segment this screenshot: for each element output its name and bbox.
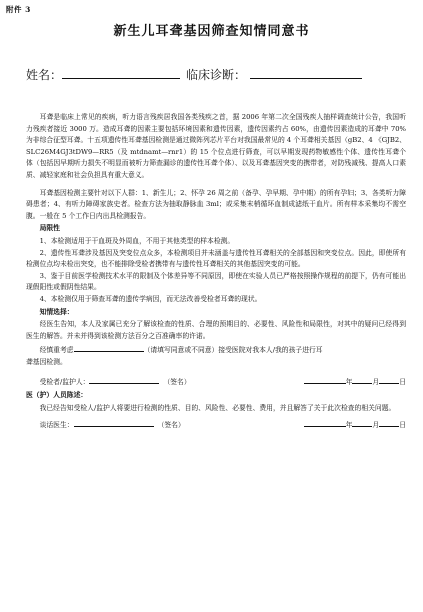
diagnosis-label: 临床诊断： xyxy=(186,68,247,82)
consent-paragraph: 经医生告知，本人及家属已充分了解该检查的性质、合理的预期目的、必要性、风险性和局限性，对其中的疑问已经得到医生的解答。并未并得到该检测方法百分之百准确率的许诺。 xyxy=(26,320,406,340)
signer-day-field[interactable] xyxy=(379,374,399,384)
annex-label: 附件 3 xyxy=(6,5,31,14)
doctor-year-field[interactable] xyxy=(304,417,346,427)
patient-info-row xyxy=(26,66,406,83)
doctor-signature-field[interactable] xyxy=(74,417,154,427)
name-label: 姓名： xyxy=(26,68,63,82)
limitation-item: 2、遗传性耳聋涉及基因及突变位点众多，本检测项目并未涵盖与遗传性耳聋相关的全部基因和突变位点。因此，即使所有检测位点均未检出突变，也不能排除受检者携带有与遗传性耳聋相关的其他基因突变的可能。 xyxy=(26,248,406,269)
staff-paragraph: 我已经告知受检人/监护人将要进行检测的性质、目的、风险性、必要性、费用，并且解答了关于此次检查的相关问题。 xyxy=(39,403,396,412)
consent-decision-field[interactable] xyxy=(74,342,144,352)
limitations-heading: 局限性 xyxy=(39,224,60,233)
form-body xyxy=(26,112,406,432)
limitation-item: 4、本检测仅用于筛查耳聋的遗传学病因，而无法改善受检者耳聋的现状。 xyxy=(39,294,262,303)
page-title: 新生儿耳聋基因筛查知情同意书 xyxy=(113,24,310,39)
signer-year-field[interactable] xyxy=(304,374,346,384)
signer-row: 受检者/监护人： （签名） 年 月 日 xyxy=(26,374,406,389)
consent-decision-line: 经慎重考虑 （请填写同意或不同意）接受医院对我本人/我的孩子进行耳 xyxy=(26,342,406,357)
doctor-row: 谈话医生： （签名） 年 月 日 xyxy=(26,417,406,432)
name-field[interactable] xyxy=(62,66,180,79)
intro-paragraph-2: 耳聋基因检测主要针对以下人群：1、新生儿；2、怀孕 26 周之前（备孕、孕早期、孕中期）的所有孕妇；3、各类听力障碍患者；4、有听力障碍家族史者。检查方法为抽取静脉血 3ml；或采集末梢循环血制成滤纸干血片。所有样本采集均不需空腹。一般在 5 个工作日内出具检测报告。 xyxy=(26,188,406,220)
signer-signature-field[interactable] xyxy=(89,374,159,384)
intro-paragraph-1: 耳聋是临床上常见的疾病，听力语言残疾居我国各类残疾之首，据 2006 年第二次全国残疾人抽样调查统计公告，我国听力残疾者接近 3000 万。造成耳聋的因素主要包括环境因素和遗传因素，遗传因素约占 60%，由遗传因素造成的耳聋中 70%为非综合征型耳聋。十五项遗传性耳聋基因检测是通过微阵列芯片平台对我国最常见的 4 个耳聋相关基因（gB2、4 《GJB2、SLC26M4GJ3tDW9—RR5（及 mtdnamt—rnr1）的 15 个位点进行筛查，可以早期发现药物敏感性个体、遗传性耳聋个体（包括因早期听力损失不明显而被听力筛查漏诊的遗传性耳聋个体）、以及耳聋基因突变的携带者，对防残减残、提高人口素质、减轻家庭和社会负担具有重大意义。 xyxy=(26,113,406,179)
limitation-item: 1、本检测适用于干血斑及外周血，不用于其他类型的样本检测。 xyxy=(39,236,235,245)
signer-month-field[interactable] xyxy=(352,374,372,384)
diagnosis-field[interactable] xyxy=(250,66,362,79)
limitation-item: 3、鉴于目前医学检测技术水平的限制及个体差异等不同原因，即使在实验人员已严格按照操作规程的前提下，仍有可能出现假阳性或假阴性结果。 xyxy=(26,271,406,292)
doctor-month-field[interactable] xyxy=(352,417,372,427)
doctor-day-field[interactable] xyxy=(379,417,399,427)
staff-heading: 医（护）人员陈述： xyxy=(26,391,88,400)
consent-heading: 知情选择： xyxy=(39,307,74,316)
consent-decision-suffix: 聋基因检测。 xyxy=(26,357,67,366)
